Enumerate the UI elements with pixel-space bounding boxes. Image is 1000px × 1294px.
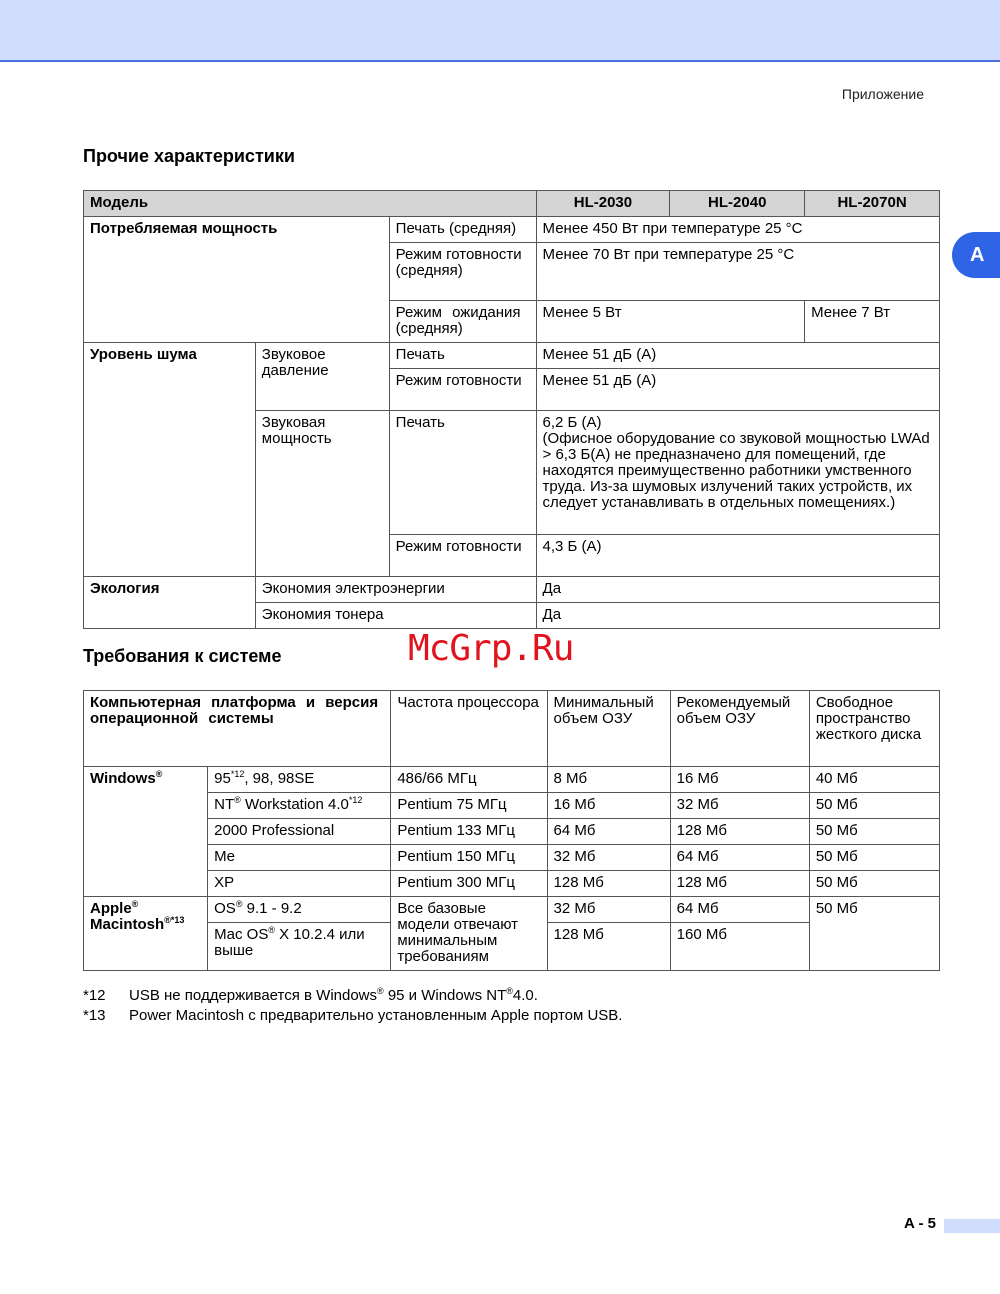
- table-row: [84, 819, 940, 845]
- model-header: Модель: [84, 191, 537, 217]
- min-ram-cell: 128 Мб: [547, 923, 670, 971]
- noise-pressure-print-value: Менее 51 дБ (A): [536, 343, 939, 369]
- col-platform: Компьютерная платформа и версия операционной системы: [84, 691, 391, 767]
- rec-ram-cell: 16 Мб: [670, 767, 809, 793]
- col-rec-ram: Рекомендуемый объем ОЗУ: [670, 691, 809, 767]
- footnote-13: *13 Power Macintosh с предварительно установленным Apple портом USB.: [83, 1007, 623, 1024]
- ecology-toner-value: Да: [536, 603, 939, 629]
- os-winme: Me: [208, 845, 391, 871]
- col-disk: Свободное пространство жесткого диска: [809, 691, 939, 767]
- noise-power-print-label: Печать: [389, 411, 536, 535]
- power-label: Потребляемая мощность: [84, 217, 390, 343]
- power-print-value: Менее 450 Вт при температуре 25 °C: [536, 217, 939, 243]
- min-ram-cell: 16 Мб: [547, 793, 670, 819]
- ecology-energy-label: Экономия электроэнергии: [255, 577, 536, 603]
- system-requirements-table: [83, 690, 940, 971]
- header-band: [0, 0, 1000, 62]
- power-sleep-value-b: Менее 7 Вт: [805, 301, 940, 343]
- disk-cell: 40 Мб: [809, 767, 939, 793]
- table-row: [84, 871, 940, 897]
- section-title-other-specs: Прочие характеристики: [83, 146, 295, 166]
- table-row: [84, 793, 940, 819]
- cpu-cell: 486/66 МГц: [391, 767, 547, 793]
- noise-power-print-value: [536, 411, 939, 535]
- model-hl2070n: HL-2070N: [805, 191, 940, 217]
- windows-label: Windows®: [84, 767, 208, 897]
- power-sleep-value-a: Менее 5 Вт: [536, 301, 805, 343]
- noise-power-value: 6,2 Б (A): [542, 414, 602, 431]
- os-win95: 95$^{*12}$, 98, 98SE: [208, 767, 391, 793]
- os-winxp: XP: [208, 871, 391, 897]
- footer-band: [944, 1219, 1000, 1233]
- running-head: Приложение: [841, 86, 924, 102]
- os-macx: Mac OS® X 10.2.4 или выше: [208, 923, 391, 971]
- disk-cell: 50 Мб: [809, 819, 939, 845]
- ecology-label: Экология: [84, 577, 256, 629]
- min-ram-cell: 32 Мб: [547, 897, 670, 923]
- watermark: McGrp.Ru: [408, 628, 574, 669]
- mac-cpu-cell: Все базовые модели отвечают минимальным требованиям: [391, 897, 547, 971]
- table-row: [84, 577, 940, 603]
- table-row: [84, 217, 940, 243]
- noise-power-ready-value: 4,3 Б (A): [536, 535, 939, 577]
- ecology-toner-label: Экономия тонера: [255, 603, 536, 629]
- noise-pressure-ready-value: Менее 51 дБ (A): [536, 369, 939, 411]
- disk-cell: 50 Мб: [809, 871, 939, 897]
- noise-pressure-ready-label: Режим готовности: [389, 369, 536, 411]
- power-print-label: Печать (средняя): [389, 217, 536, 243]
- min-ram-cell: 128 Мб: [547, 871, 670, 897]
- power-sleep-label: Режим ожидания (средняя): [389, 301, 536, 343]
- cpu-cell: Pentium 300 МГц: [391, 871, 547, 897]
- rec-ram-cell: 160 Мб: [670, 923, 809, 971]
- table-row: [84, 897, 940, 923]
- ecology-energy-value: Да: [536, 577, 939, 603]
- section-title-system-requirements: Требования к системе: [83, 646, 282, 666]
- os-winnt: NT® Workstation 4.0$^{*12}$: [208, 793, 391, 819]
- disk-cell: 50 Мб: [809, 793, 939, 819]
- page-number: A - 5: [904, 1215, 936, 1232]
- model-hl2040: HL-2040: [670, 191, 805, 217]
- power-ready-value: Менее 70 Вт при температуре 25 °C: [536, 243, 939, 301]
- rec-ram-cell: 128 Мб: [670, 871, 809, 897]
- noise-power-label: Звуковая мощность: [255, 411, 389, 577]
- other-specs-table: [83, 190, 940, 629]
- mac-disk-cell: 50 Мб: [809, 897, 939, 971]
- cpu-cell: Pentium 150 МГц: [391, 845, 547, 871]
- noise-pressure-label: Звуковое давление: [255, 343, 389, 411]
- noise-power-note: (Офисное оборудование со звуковой мощностью LWAd > 6,3 Б(A) не предназначено для помещений, где находятся преимущественно работники умственного труда. Из-за шумовых излучений таких устройств, их следует устанавливать в отдельных помещениях.): [542, 430, 930, 511]
- model-hl2030: HL-2030: [536, 191, 670, 217]
- table-header-row: [84, 691, 940, 767]
- disk-cell: 50 Мб: [809, 845, 939, 871]
- table-row: [84, 767, 940, 793]
- col-min-ram: Минимальный объем ОЗУ: [547, 691, 670, 767]
- footnotes: [83, 986, 622, 1026]
- noise-label: Уровень шума: [84, 343, 256, 577]
- rec-ram-cell: 64 Мб: [670, 845, 809, 871]
- col-cpu: Частота процессора: [391, 691, 547, 767]
- footnote-12: *12 USB не поддерживается в Windows® 95 и Windows NT®4.0.: [83, 986, 538, 1004]
- rec-ram-cell: 32 Мб: [670, 793, 809, 819]
- table-row: [84, 343, 940, 369]
- os-mac9: OS® 9.1 - 9.2: [208, 897, 391, 923]
- min-ram-cell: 64 Мб: [547, 819, 670, 845]
- appendix-tab[interactable]: A: [952, 232, 1000, 278]
- table-row: [84, 845, 940, 871]
- cpu-cell: Pentium 133 МГц: [391, 819, 547, 845]
- rec-ram-cell: 64 Мб: [670, 897, 809, 923]
- power-ready-label: Режим готовности (средняя): [389, 243, 536, 301]
- noise-power-ready-label: Режим готовности: [389, 535, 536, 577]
- min-ram-cell: 32 Мб: [547, 845, 670, 871]
- rec-ram-cell: 128 Мб: [670, 819, 809, 845]
- os-win2000: 2000 Professional: [208, 819, 391, 845]
- mac-label: Apple® Macintosh$^{®*13}$: [84, 897, 208, 971]
- noise-pressure-print-label: Печать: [389, 343, 536, 369]
- min-ram-cell: 8 Мб: [547, 767, 670, 793]
- cpu-cell: Pentium 75 МГц: [391, 793, 547, 819]
- table-header-row: [84, 191, 940, 217]
